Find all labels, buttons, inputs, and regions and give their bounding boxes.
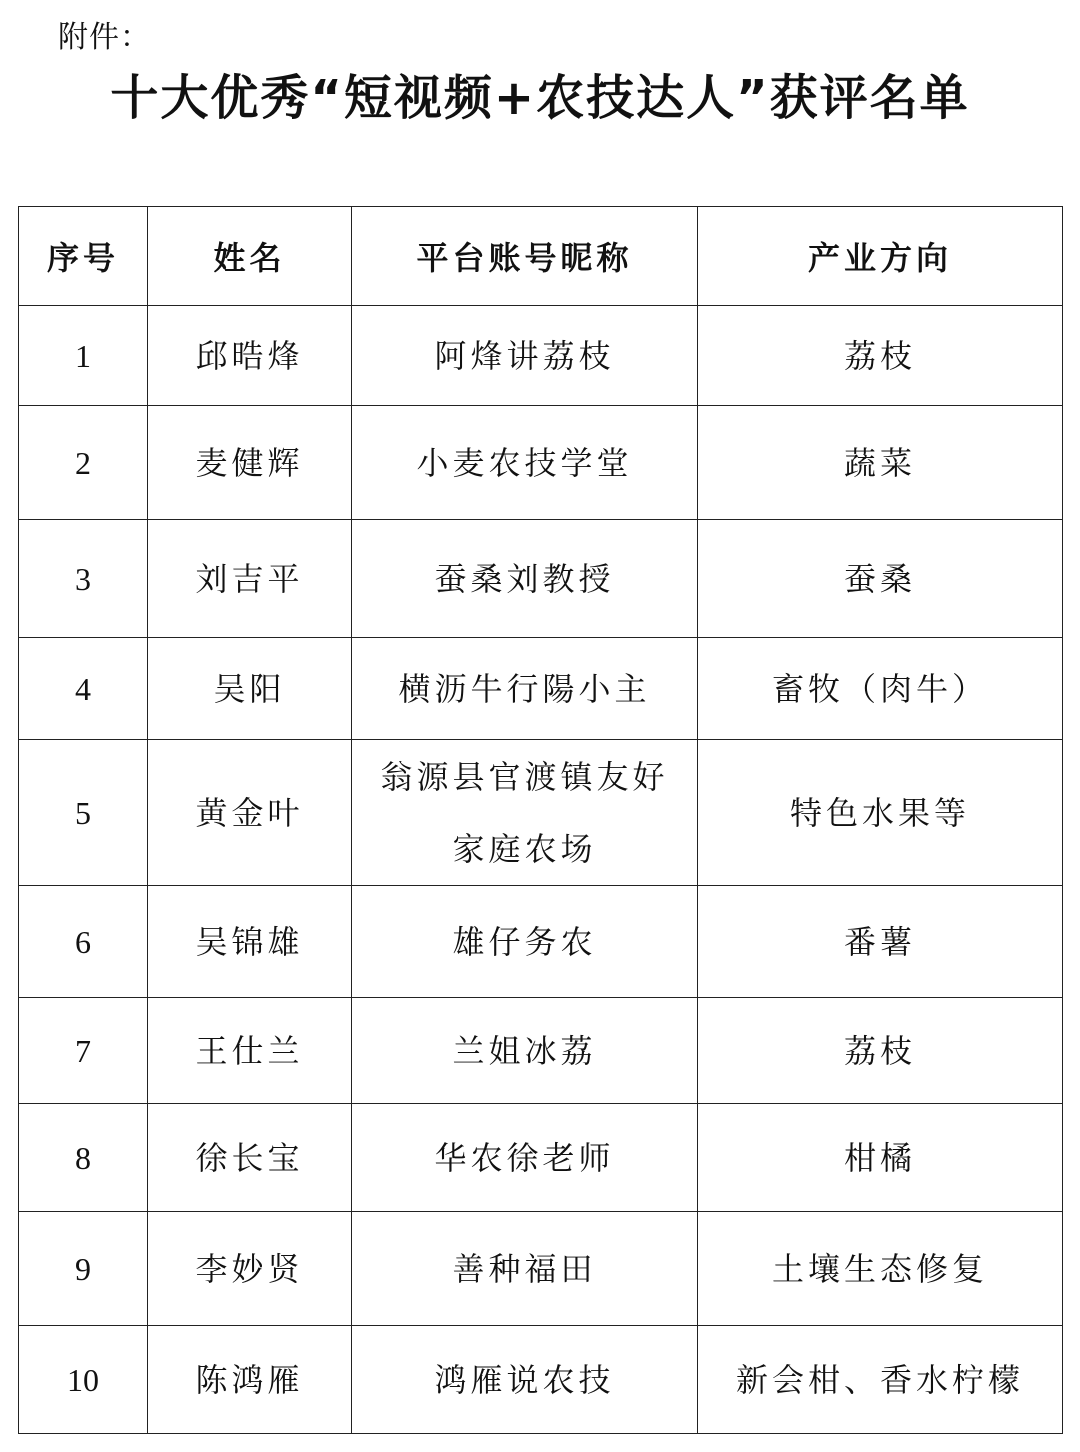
cell-name: 麦健辉	[148, 406, 352, 520]
account-line: 家庭农场	[452, 829, 597, 868]
cell-industry: 畜牧（肉牛）	[698, 638, 1063, 740]
table-row	[19, 1212, 1063, 1326]
cell-no: 2	[19, 406, 148, 520]
cell-account	[352, 406, 698, 520]
cell-account	[352, 886, 698, 998]
account-line: 阿烽讲荔枝	[434, 336, 615, 375]
table-header-row	[19, 207, 1063, 306]
cell-name: 吴锦雄	[148, 886, 352, 998]
table-row	[19, 306, 1063, 406]
cell-account	[352, 1212, 698, 1326]
table-row	[19, 1104, 1063, 1212]
cell-account	[352, 998, 698, 1104]
table-row	[19, 406, 1063, 520]
account-line: 翁源县官渡镇友好	[380, 757, 669, 796]
cell-industry: 荔枝	[698, 998, 1063, 1104]
cell-account	[352, 520, 698, 638]
cell-industry: 柑橘	[698, 1104, 1063, 1212]
cell-no: 4	[19, 638, 148, 740]
awardee-table	[18, 206, 1063, 1434]
table-row	[19, 520, 1063, 638]
document-title: 十大优秀“短视频+农技达人”获评名单	[110, 70, 970, 126]
cell-no: 7	[19, 998, 148, 1104]
cell-no: 3	[19, 520, 148, 638]
column-header-industry: 产业方向	[698, 207, 1063, 306]
column-header-account: 平台账号昵称	[352, 207, 698, 306]
cell-name: 吴阳	[148, 638, 352, 740]
cell-no: 6	[19, 886, 148, 998]
attachment-label: 附件：	[58, 20, 151, 55]
account-line: 雄仔务农	[452, 922, 597, 961]
cell-account	[352, 306, 698, 406]
cell-industry: 特色水果等	[698, 740, 1063, 886]
cell-no: 1	[19, 306, 148, 406]
cell-name: 徐长宝	[148, 1104, 352, 1212]
cell-industry: 荔枝	[698, 306, 1063, 406]
table-row	[19, 740, 1063, 886]
cell-account	[352, 638, 698, 740]
cell-name: 王仕兰	[148, 998, 352, 1104]
account-line: 小麦农技学堂	[416, 443, 633, 482]
cell-name: 刘吉平	[148, 520, 352, 638]
account-line: 兰姐冰荔	[452, 1031, 597, 1070]
table-row	[19, 1326, 1063, 1434]
cell-industry: 土壤生态修复	[698, 1212, 1063, 1326]
column-header-no: 序号	[19, 207, 148, 306]
table-row	[19, 998, 1063, 1104]
cell-industry: 蚕桑	[698, 520, 1063, 638]
cell-name: 黄金叶	[148, 740, 352, 886]
account-line: 鸿雁说农技	[434, 1360, 615, 1399]
cell-industry: 新会柑、香水柠檬	[698, 1326, 1063, 1434]
cell-account	[352, 1326, 698, 1434]
table-row	[19, 886, 1063, 998]
account-line: 横沥牛行陽小主	[398, 669, 651, 708]
account-line: 蚕桑刘教授	[434, 559, 615, 598]
table-row	[19, 638, 1063, 740]
account-line: 华农徐老师	[434, 1138, 615, 1177]
cell-account	[352, 1104, 698, 1212]
cell-industry: 蔬菜	[698, 406, 1063, 520]
cell-name: 陈鸿雁	[148, 1326, 352, 1434]
cell-name: 李妙贤	[148, 1212, 352, 1326]
cell-no: 9	[19, 1212, 148, 1326]
account-line: 善种福田	[452, 1249, 597, 1288]
cell-industry: 番薯	[698, 886, 1063, 998]
column-header-name: 姓名	[148, 207, 352, 306]
cell-no: 8	[19, 1104, 148, 1212]
cell-account	[352, 740, 698, 886]
cell-name: 邱晧烽	[148, 306, 352, 406]
cell-no: 5	[19, 740, 148, 886]
cell-no: 10	[19, 1326, 148, 1434]
